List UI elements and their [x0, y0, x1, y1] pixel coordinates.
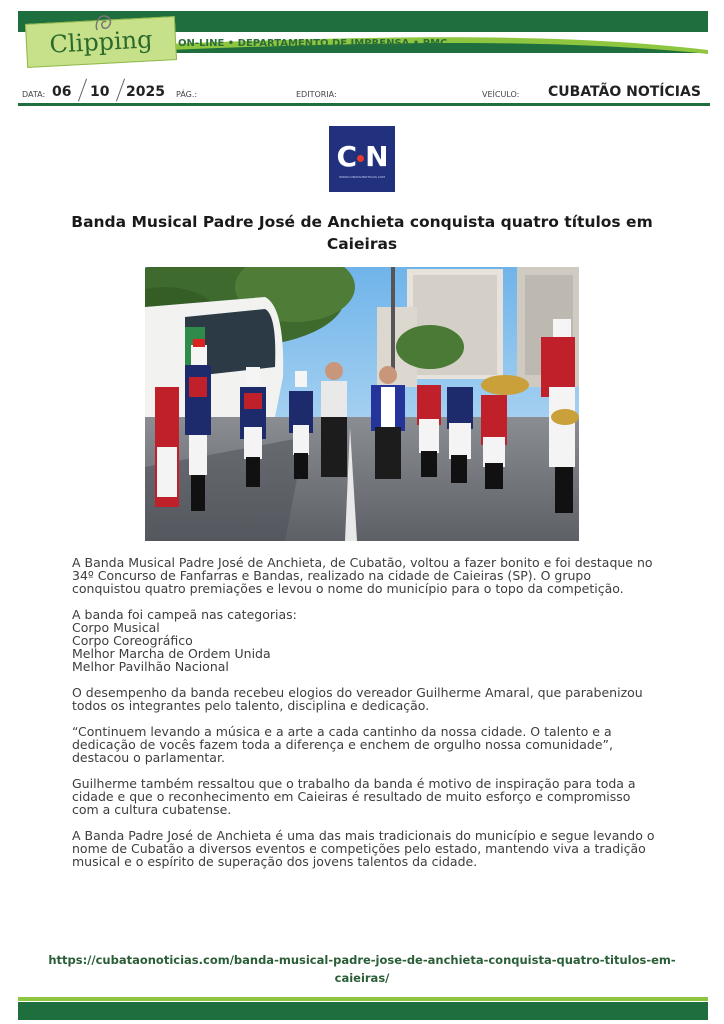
footer-band-dark [18, 1002, 708, 1020]
article-body [72, 556, 657, 881]
paperclip-icon [94, 14, 114, 32]
source-logo-c: C [336, 139, 357, 173]
date-separator [78, 79, 87, 102]
page-label: PÁG.: [176, 90, 198, 99]
meta-divider [18, 103, 710, 106]
article-paragraph: A Banda Musical Padre José de Anchieta, de Cubatão, voltou a fazer bonito e foi destaque no 34º Concurso de Fanfarras e Bandas, realizado na cidade de Caieiras (SP). O grupo conquistou quatro premiações e levou o nome do município para o topo da competição. [72, 555, 653, 596]
source-logo-dot [357, 155, 364, 162]
clipping-logo [26, 20, 176, 64]
date-day: 06 [52, 84, 72, 100]
category-item: Corpo Coreográfico [72, 633, 193, 648]
editoria-label: EDITORIA: [296, 90, 337, 99]
categories-intro: A banda foi campeã nas categorias: [72, 607, 297, 622]
source-logo-url: WWW.CUBATAONOTICIAS.COM [339, 174, 385, 179]
date-month: 10 [90, 84, 110, 100]
meta-row [22, 80, 710, 102]
article-paragraph: A Banda Padre José de Anchieta é uma das mais tradicionais do município e segue levando o nome de Cubatão a diversos eventos e competições pelo estado, mantendo viva a tradição musical e o espírito de superação dos jovens talentos da cidade. [72, 828, 655, 869]
source-link[interactable]: https://cubataonoticias.com/banda-musical-padre-jose-de-anchieta-conquista-quatro-titulos-em-caieiras/ [48, 953, 676, 985]
category-item: Melhor Pavilhão Nacional [72, 659, 229, 674]
categories-block [72, 608, 657, 673]
veiculo-value: CUBATÃO NOTÍCIAS [548, 84, 701, 100]
date-label: DATA: [22, 90, 46, 99]
date-year: 2025 [126, 84, 165, 100]
clipping-logo-text: Clipping [48, 25, 154, 59]
footer-band-light [18, 997, 708, 1001]
source-logo [329, 126, 395, 192]
article-paragraph: Guilherme também ressaltou que o trabalho da banda é motivo de inspiração para toda a cidade e que o reconhecimento em Caieiras é resultado de muito esforço e compromisso com a cultura cubatense. [72, 776, 636, 817]
date-separator [116, 79, 125, 102]
category-item: Melhor Marcha de Ordem Unida [72, 646, 271, 661]
article-photo [145, 267, 579, 541]
article-title: Banda Musical Padre José de Anchieta conquista quatro títulos em Caieiras [71, 213, 653, 253]
category-item: Corpo Musical [72, 620, 160, 635]
header-subtitle: ON-LINE • DEPARTAMENTO DE IMPRENSA • PMC [178, 38, 448, 49]
article-paragraph: O desempenho da banda recebeu elogios do vereador Guilherme Amaral, que parabenizou todos os integrantes pelo talento, disciplina e dedicação. [72, 685, 643, 713]
source-logo-n: N [365, 139, 388, 173]
veiculo-label-text: VEÍCULO: [482, 90, 520, 99]
article-quote: “Continuem levando a música e a arte a cada cantinho da nossa cidade. O talento e a dedicação de vocês fazem toda a diferença e enchem de orgulho nossa comunidade”, destacou o parlamentar. [72, 724, 613, 765]
